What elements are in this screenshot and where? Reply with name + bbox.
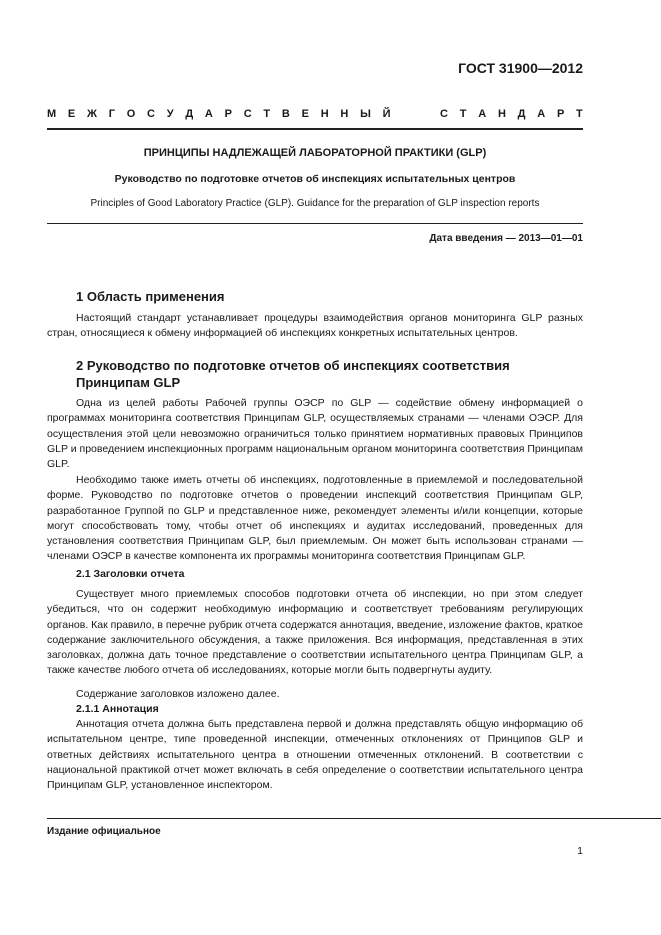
banner-letter: Т (576, 108, 583, 120)
banner-letter: Ж (87, 108, 97, 120)
banner-letter: Д (185, 108, 194, 120)
banner-letter: Т (263, 108, 271, 120)
section-1-heading: 1 Область применения (76, 289, 225, 304)
page-number: 1 (577, 845, 583, 857)
footer-rule (47, 818, 661, 819)
banner-letter: Е (301, 108, 309, 120)
banner-letter: С (243, 108, 252, 120)
banner-letter: Н (497, 108, 506, 120)
banner-letter: Н (320, 108, 329, 120)
title-rule (47, 223, 583, 224)
banner-word-gap (402, 108, 428, 120)
banner-letter: А (478, 108, 487, 120)
section-2-1-1-heading: 2.1.1 Аннотация (76, 703, 159, 715)
banner-letter: Н (340, 108, 349, 120)
banner-letter: А (204, 108, 213, 120)
banner-letter: Д (517, 108, 526, 120)
section-2-1-1-paragraph: Аннотация отчета должна быть представлена первой и должна представлять общую информацию об испытательном центре, типе проведенной инспекции, отмеченных отклонениях от Принципов GLP и ответных действиях испытательного центра в отношении отмеченных отклонений. В соответствии с национальной практикой отчет может включать в себя определение о соответствии испытательного центра Принципам GLP, установленное инспектором. (47, 718, 583, 792)
section-2-1-paragraph-1: Существует много приемлемых способов подготовки отчета об инспекции, но при этом следует убедиться, что он содержит необходимую информацию и соответствует требованиям регулирующих органов. Как правило, в перечне рубрик отчета содержатся аннотация, введение, изложение фактов, краткое содержание заключительного обсуждения, а также приложения. Вся информация, представленная в этих заголовках, должна дать точное представление о соответствии испытательного центра Принципам GLP, а также качестве любого отчета об исследованиях, которые могли быть подвергнуты аудиту. (47, 588, 583, 677)
section-2-heading: 2 Руководство по подготовке отчетов об инспекциях соответствия Принципам GLP (76, 358, 510, 390)
top-rule (47, 128, 583, 130)
section-2-1-heading: 2.1 Заголовки отчета (76, 568, 185, 580)
banner-letter: В (281, 108, 290, 120)
standard-subtitle: Руководство по подготовке отчетов об инспекциях испытательных центров (114, 173, 516, 185)
banner-letter: А (537, 108, 546, 120)
banner-letter: Ы (360, 108, 371, 120)
effective-date: Дата введения — 2013—01—01 (429, 233, 583, 244)
banner-letter: Р (224, 108, 232, 120)
official-edition-note: Издание официальное (47, 826, 161, 837)
banner-letter: Т (459, 108, 467, 120)
banner-letter: У (166, 108, 174, 120)
banner-letter: С (440, 108, 448, 120)
document-code: ГОСТ 31900—2012 (458, 60, 583, 76)
section-2-paragraph-1: Одна из целей работы Рабочей группы ОЭСР по GLP — содействие обмену информацией о программах мониторинга соответствия Принципам GLP, осуществляемых странами — членами ОЭСР. Для осуществления этой цели невозможно ограничиться только принятием нормативных правовых Принципов GLP и проведением инспекционных программ национальным органом мониторинга соответствия Принципам GLP. (47, 397, 583, 471)
banner-letter: М (47, 108, 57, 120)
banner-letter: Р (556, 108, 565, 120)
standard-title: ПРИНЦИПЫ НАДЛЕЖАЩЕЙ ЛАБОРАТОРНОЙ ПРАКТИКИ (GLP) (143, 147, 487, 159)
banner-letter: О (126, 108, 136, 120)
english-title: Principles of Good Laboratory Practice (GLP). Guidance for the preparation of GLP inspection reports (90, 198, 540, 209)
section-2-paragraph-2: Необходимо также иметь отчеты об инспекциях, подготовленные в приемлемой и последовательной форме. Руководство по подготовке отчетов о проведении инспекций соответствия Принципам GLP, разработанное Группой по GLP и представленное ниже, рекомендует элементы и/или концепции, которые могут способствовать тому, чтобы отчет об инспекциях и аудитах исследований, проведенных для установления соответствия Принципам GLP, был приемлемым. Он может быть использован странами — членами ОЭСР в качестве компонента их программы мониторинга соответствия Принципам GLP. (47, 474, 583, 563)
banner-letter: С (147, 108, 155, 120)
banner-letter: Г (108, 108, 115, 120)
banner-letter: Й (382, 108, 391, 120)
section-1-paragraph: Настоящий стандарт устанавливает процедуры взаимодействия органов мониторинга GLP разных стран, относящиеся к обмену информацией об инспекциях конкретных испытательных центров. (47, 312, 583, 340)
banner-letter: Е (67, 108, 76, 120)
interstate-standard-banner (47, 108, 583, 120)
section-2-1-paragraph-2: Содержание заголовков изложено далее. (76, 688, 280, 700)
